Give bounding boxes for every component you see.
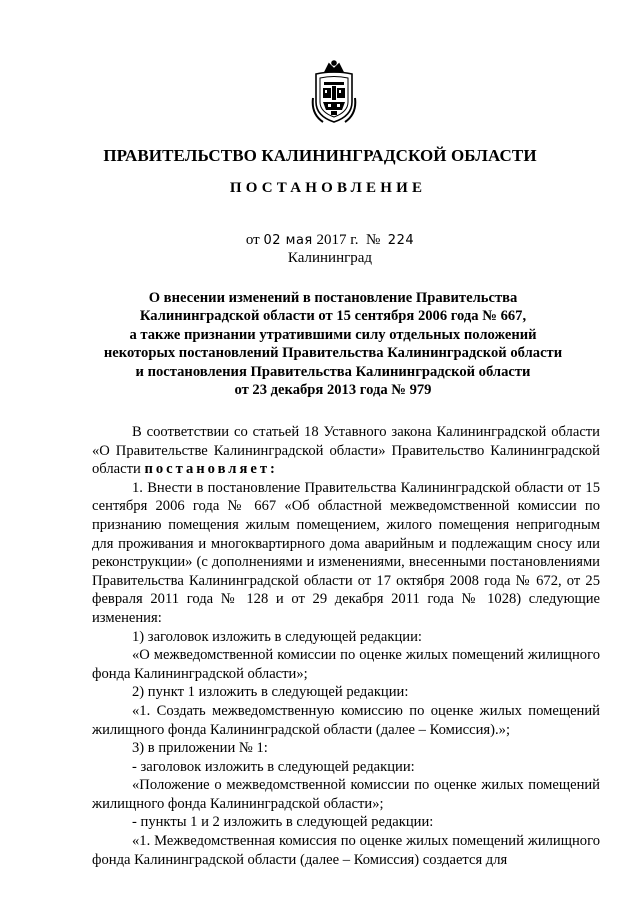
intro-text: В соответствии со статьей 18 Уставного закона Калининградской области «О Правительстве Калининградской области» Правительство Калининградской области xyxy=(92,424,600,478)
resolves-word: постановляет: xyxy=(144,461,278,478)
number-value: 224 xyxy=(387,233,415,248)
coat-of-arms-icon xyxy=(311,58,357,128)
paragraph: «1. Создать межведомственную комиссию по оценке жилых помещений жилищного фонда Калининградской области (далее – Комиссия).»; xyxy=(92,702,600,738)
paragraph: 1. Внести в постановление Правительства Калининградской области от 15 сентября 2006 года № 667 «Об областной межведомственной комиссии по признанию помещения жилым помещением, жилого помещения непригодным для проживания и многоквартирного дома аварийным и подлежащим сносу или реконструкции» (с дополнениями и изменениями, внесенными постановлениями Правительства Калининградской области от 17 октября 2008 года № 672, от 25 февраля 2011 года № 128 и от 29 декабря 2011 года № 1028) следующие изменения: xyxy=(92,479,600,626)
paragraph: «Положение о межведомственной комиссии по оценке жилых помещений жилищного фонда Калининградской области»; xyxy=(92,777,600,812)
paragraph: «О межведомственной комиссии по оценке жилых помещений жилищного фонда Калининградской области»; xyxy=(92,647,600,682)
paragraph: 3) в приложении № 1: xyxy=(132,740,268,757)
paragraph: - заголовок изложить в следующей редакции: xyxy=(132,758,415,775)
paragraph: - пункты 1 и 2 изложить в следующей редакции: xyxy=(132,814,434,831)
date-prefix: от xyxy=(245,232,260,248)
date-year: 2017 г. xyxy=(316,232,359,248)
city: Калининград xyxy=(287,250,373,266)
decree-title xyxy=(90,289,576,399)
number-sign: № xyxy=(365,232,381,248)
title-line: О внесении изменений в постановление Правительства xyxy=(148,290,518,306)
date-value: 02 мая xyxy=(263,233,313,248)
paragraph: «1. Межведомственная комиссия по оценке жилых помещений жилищного фонда Калининградской области (далее – Комиссия) создается для xyxy=(92,833,600,868)
title-line: некоторых постановлений Правительства Калининградской области xyxy=(103,345,563,362)
title-line: Калининградской области от 15 сентября 2006 года № 667, xyxy=(139,308,527,325)
title-line: а также признании утратившими силу отдельных положений xyxy=(129,326,537,343)
title-line: от 23 декабря 2013 года № 979 xyxy=(234,382,432,399)
title-line: и постановления Правительства Калининградской области xyxy=(135,363,531,380)
government-name: ПРАВИТЕЛЬСТВО КАЛИНИНГРАДСКОЙ ОБЛАСТИ xyxy=(103,146,537,165)
document-type: ПОСТАНОВЛЕНИЕ xyxy=(229,180,427,196)
paragraph: 2) пункт 1 изложить в следующей редакции: xyxy=(132,684,409,701)
paragraph-intro xyxy=(92,423,600,479)
document-body xyxy=(92,423,600,869)
decree-date-number xyxy=(0,232,640,249)
paragraph: 1) заголовок изложить в следующей редакции: xyxy=(132,628,422,645)
